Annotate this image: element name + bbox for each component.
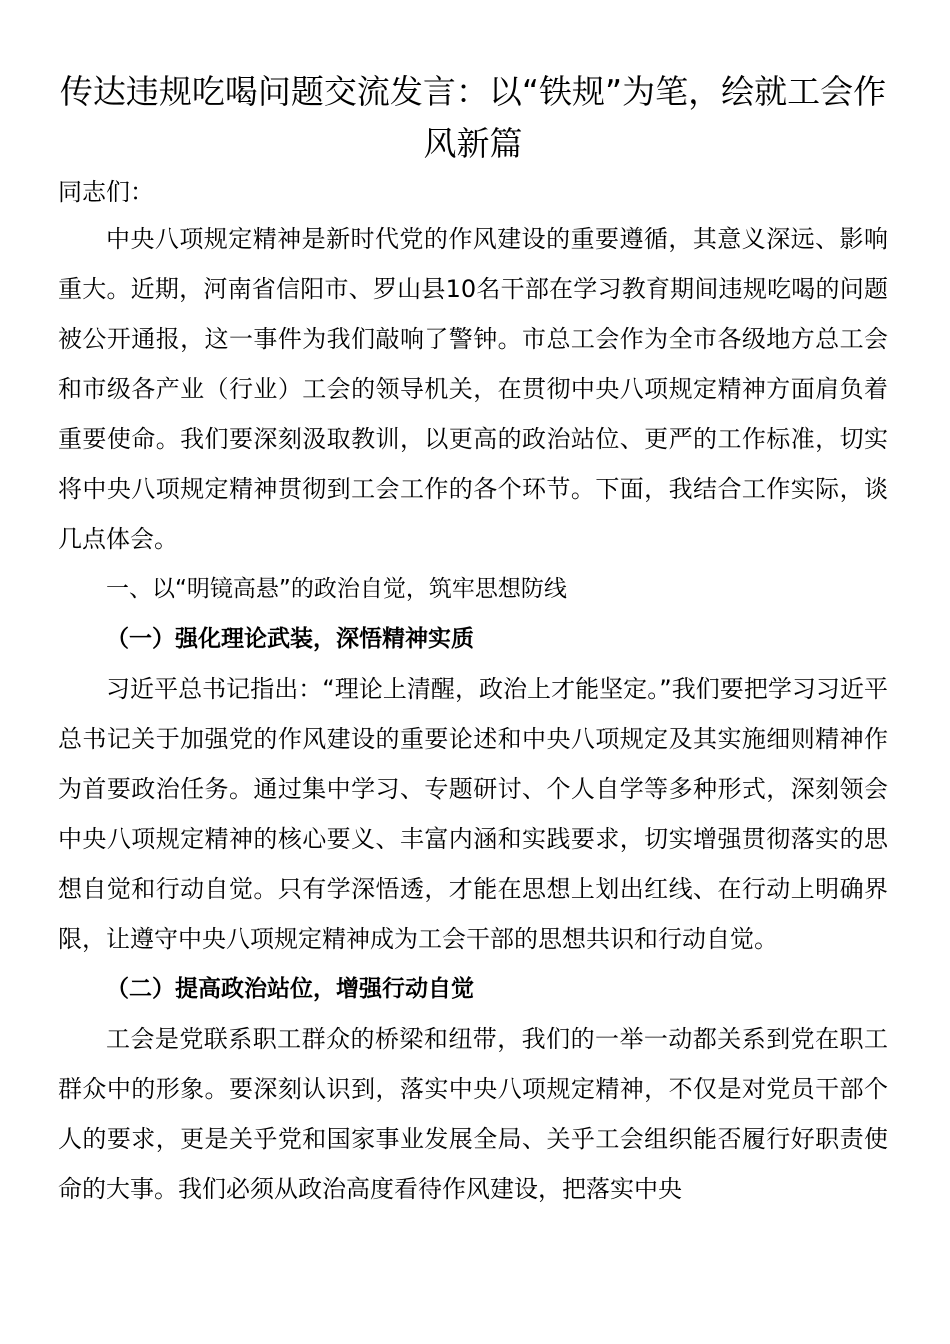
intro-paragraph: 中央八项规定精神是新时代党的作风建设的重要遵循，其意义深远、影响重大。近期，河南省信阳市、罗山县10名干部在学习教育期间违规吃喝的问题被公开通报，这一事件为我们敲响了警钟。市总工会作为全市各级地方总工会和市级各产业（行业）工会的领导机关，在贯彻中央八项规定精神方面肩负着重要使命。我们要深刻汲取教训，以更高的政治站位、更严的工作标准，切实将中央八项规定精神贯彻到工会工作的各个环节。下面，我结合工作实际，谈几点体会。 [58, 225, 888, 553]
document-page [58, 66, 888, 1214]
subsection-2-heading: （二）提高政治站位，增强行动自觉 [106, 976, 474, 1002]
subsection-2-paragraph: 工会是党联系职工群众的桥梁和纽带，我们的一举一动都关系到党在职工群众中的形象。要深刻认识到，落实中央八项规定精神，不仅是对党员干部个人的要求，更是关乎党和国家事业发展全局、关乎工会组织能否履行好职责使命的大事。我们必须从政治高度看待作风建设，把落实中央 [58, 1025, 888, 1203]
subsection-1-paragraph: 习近平总书记指出：“理论上清醒，政治上才能坚定。”我们要把学习习近平总书记关于加强党的作风建设的重要论述和中央八项规定及其实施细则精神作为首要政治任务。通过集中学习、专题研讨、个人自学等多种形式，深刻领会中央八项规定精神的核心要义、丰富内涵和实践要求，切实增强贯彻落实的思想自觉和行动自觉。只有学深悟透，才能在思想上划出红线、在行动上明确界限，让遵守中央八项规定精神成为工会干部的思想共识和行动自觉。 [58, 675, 888, 953]
document-title: 传达违规吃喝问题交流发言：以“铁规”为笔，绘就工会作风新篇 [59, 72, 887, 163]
salutation: 同志们： [58, 178, 154, 206]
section-1-heading: 一、以“明镜高悬”的政治自觉，筑牢思想防线 [106, 576, 567, 602]
subsection-1-heading: （一）强化理论武装，深悟精神实质 [106, 626, 474, 652]
